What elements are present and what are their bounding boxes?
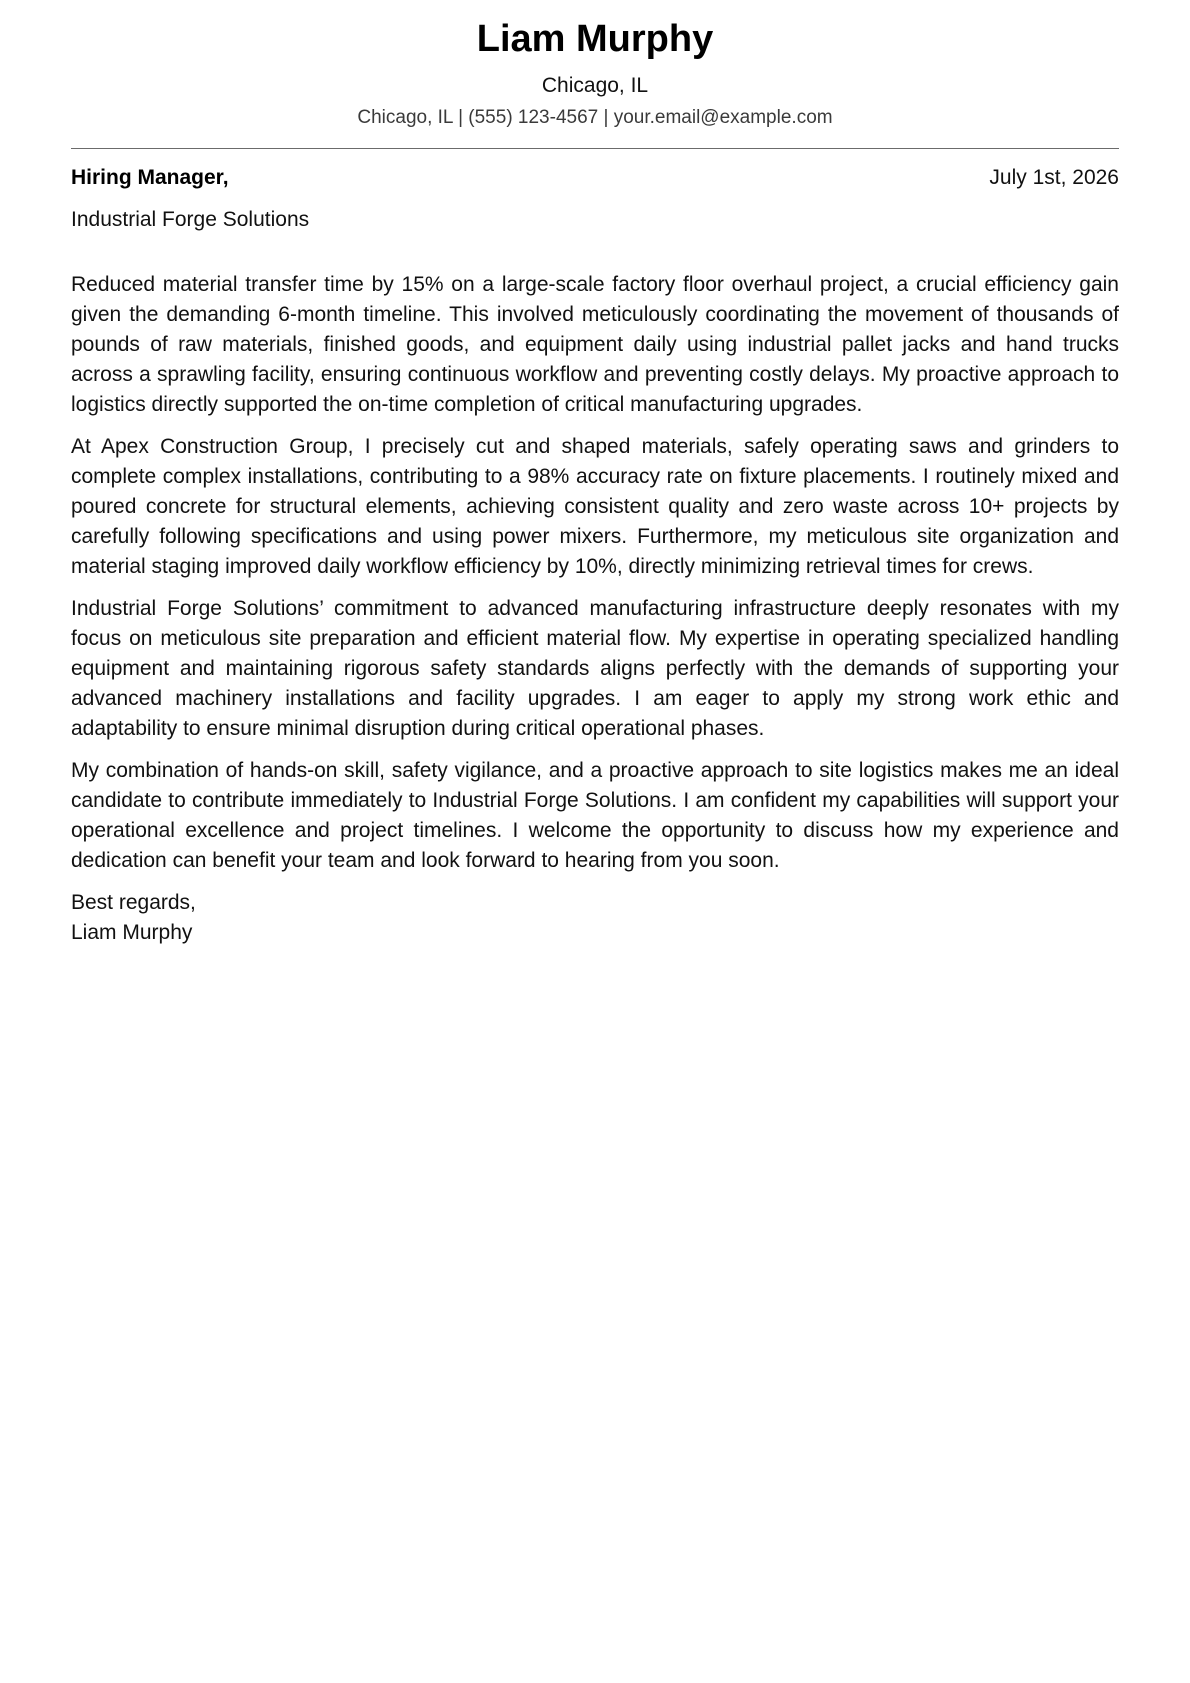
- letter-header: [71, 0, 1119, 131]
- contact-line: Chicago, IL | (555) 123-4567 | your.email@example.com: [357, 107, 833, 128]
- body-paragraph: At Apex Construction Group, I precisely cut and shaped materials, safely operating saws and grinders to complete complex installations, contributing to a 98% accuracy rate on fixture placements. I routinely mixed and poured concrete for structural elements, achieving consistent quality and zero waste across 10+ projects by carefully following specifications and using power mixers. Furthermore, my meticulous site organization and material staging improved daily workflow efficiency by 10%, directly minimizing retrieval times for crews.: [71, 435, 1119, 578]
- applicant-name: Liam Murphy: [476, 18, 714, 60]
- header-divider: [71, 148, 1119, 149]
- signature-name: Liam Murphy: [71, 921, 193, 944]
- company-name: Industrial Forge Solutions: [71, 208, 310, 231]
- body-paragraph: Reduced material transfer time by 15% on a large-scale factory floor overhaul project, a crucial efficiency gain given the demanding 6-month timeline. This involved meticulously coordinating the movement of thousands of pounds of raw materials, finished goods, and equipment daily using industrial pallet jacks and hand trucks across a sprawling facility, ensuring continuous workflow and preventing costly delays. My proactive approach to logistics directly supported the on-time completion of critical manufacturing upgrades.: [71, 273, 1119, 416]
- applicant-location: Chicago, IL: [541, 74, 649, 97]
- letter-body: [71, 270, 1119, 876]
- body-paragraph: Industrial Forge Solutions’ commitment to advanced manufacturing infrastructure deeply resonates with my focus on meticulous site preparation and efficient material flow. My expertise in operating specialized handling equipment and maintaining rigorous safety standards aligns perfectly with the demands of supporting your advanced machinery installations and facility upgrades. I am eager to apply my strong work ethic and adaptability to ensure minimal disruption during critical operational phases.: [71, 597, 1119, 740]
- closing-phrase: Best regards,: [71, 891, 196, 914]
- letter-closing: [71, 888, 1119, 948]
- letter-date: July 1st, 2026: [989, 166, 1119, 189]
- body-paragraph: My combination of hands-on skill, safety vigilance, and a proactive approach to site logistics makes me an ideal candidate to contribute immediately to Industrial Forge Solutions. I am confident my capabilities will support your operational excellence and project timelines. I welcome the opportunity to discuss how my experience and dedication can benefit your team and look forward to hearing from you soon.: [71, 759, 1119, 872]
- recipient-salutation: Hiring Manager,: [71, 166, 229, 189]
- recipient-date-row: [71, 164, 1119, 192]
